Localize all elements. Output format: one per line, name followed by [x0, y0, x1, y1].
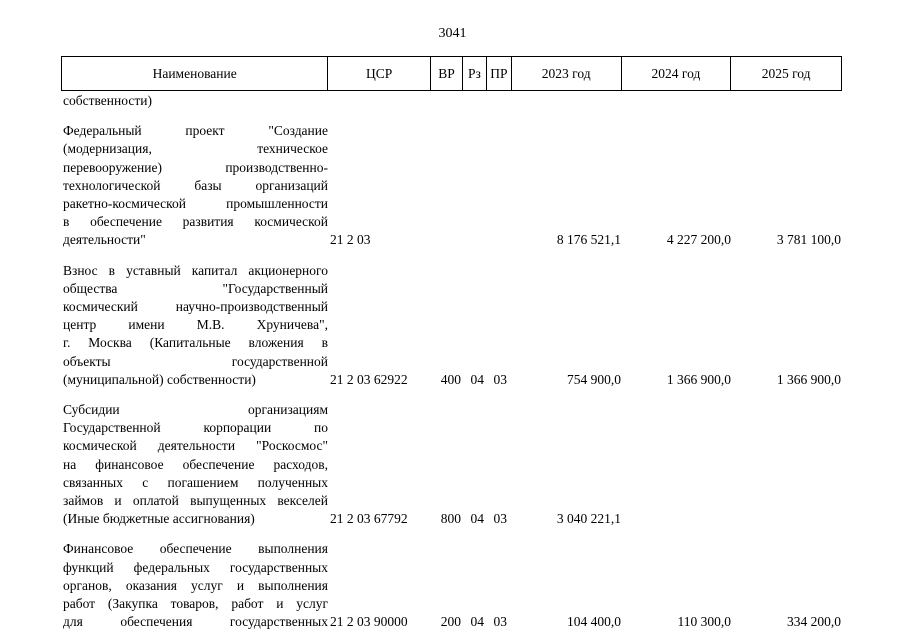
row-csr: 21 2 03 — [330, 232, 371, 248]
row-pr: 03 — [493, 614, 507, 630]
row-2023: 3 040 221,1 — [556, 511, 621, 527]
row-csr: 21 2 03 62922 — [330, 371, 408, 387]
row-name-line: для обеспечения государственных — [63, 614, 328, 630]
row-name-line: собственности) — [63, 93, 152, 108]
row-name-line: центр имени М.В. Хруничева", — [63, 317, 328, 333]
row-name-line: функций федеральных государственных — [63, 559, 328, 575]
page-number: 3041 — [438, 26, 467, 41]
row-name-line: космической деятельности "Роскосмос" — [63, 438, 328, 454]
table-row — [61, 262, 842, 389]
header-csr: ЦСР — [328, 57, 431, 90]
row-name-line: Субсидии организациям — [63, 402, 328, 418]
header-rz: Рз — [463, 57, 487, 90]
header-pr: ПР — [487, 57, 512, 90]
row-name-line: займов и оплатой выпущенных векселей — [63, 493, 328, 509]
row-pr: 03 — [493, 511, 507, 527]
row-vr: 200 — [440, 614, 461, 630]
row-2023: 8 176 521,1 — [556, 232, 621, 248]
row-name-line: (муниципальной) собственности) — [63, 371, 256, 387]
row-name-line: Взнос в уставный капитал акционерного — [63, 262, 328, 278]
row-2024: 1 366 900,0 — [666, 371, 731, 387]
row-name — [61, 540, 328, 631]
header-2024: 2024 год — [622, 57, 732, 90]
table-row — [61, 122, 842, 249]
header-vr: ВР — [431, 57, 463, 90]
row-name-line: деятельности" — [63, 232, 146, 248]
row-2025: 1 366 900,0 — [776, 371, 841, 387]
row-name — [61, 262, 328, 389]
row-name-line: Государственной корпорации по — [63, 420, 328, 436]
row-name-line: в обеспечение развития космической — [63, 214, 328, 230]
row-2024: 110 300,0 — [677, 614, 731, 630]
row-name-line: Финансовое обеспечение выполнения — [63, 541, 328, 557]
row-rz: 04 — [470, 371, 484, 387]
row-name — [61, 401, 328, 528]
row-2023: 104 400,0 — [567, 614, 621, 630]
table-row — [61, 401, 842, 528]
table-header — [61, 56, 842, 91]
row-name-line: на финансовое обеспечение расходов, — [63, 456, 328, 472]
row-name-line: перевооружение) производственно- — [63, 159, 328, 175]
header-2023: 2023 год — [512, 57, 622, 90]
row-rz: 04 — [470, 511, 484, 527]
row-name-line: ракетно-космической промышленности — [63, 196, 328, 212]
row-csr: 21 2 03 67792 — [330, 511, 408, 527]
row-csr: 21 2 03 90000 — [330, 614, 408, 630]
row-name-line: органов, оказания услуг и выполнения — [63, 577, 328, 593]
row-name — [61, 92, 328, 110]
row-pr: 03 — [493, 371, 507, 387]
row-name-line: (Иные бюджетные ассигнования) — [63, 511, 255, 527]
row-name — [61, 122, 328, 249]
row-vr: 400 — [440, 371, 461, 387]
row-name-line: технологической базы организаций — [63, 177, 328, 193]
row-name-line: Федеральный проект "Создание — [63, 123, 328, 139]
header-name: Наименование — [62, 57, 328, 90]
row-name-line: космический научно-производственный — [63, 299, 328, 315]
table-row — [61, 92, 842, 110]
row-name-line: г. Москва (Капитальные вложения в — [63, 335, 328, 351]
table-body — [61, 92, 842, 631]
row-2023: 754 900,0 — [567, 371, 621, 387]
row-2025: 3 781 100,0 — [776, 232, 841, 248]
row-name-line: связанных с погашением полученных — [63, 474, 328, 490]
row-2025: 334 200,0 — [787, 614, 841, 630]
row-rz: 04 — [470, 614, 484, 630]
row-name-line: объекты государственной — [63, 353, 328, 369]
row-2024: 4 227 200,0 — [666, 232, 731, 248]
header-2025: 2025 год — [761, 65, 811, 81]
row-name-line: работ (Закупка товаров, работ и услуг — [63, 596, 328, 612]
row-name-line: общества "Государственный — [63, 280, 328, 296]
row-vr: 800 — [440, 511, 461, 527]
row-name-line: (модернизация, техническое — [63, 141, 328, 157]
table-row — [61, 540, 842, 631]
